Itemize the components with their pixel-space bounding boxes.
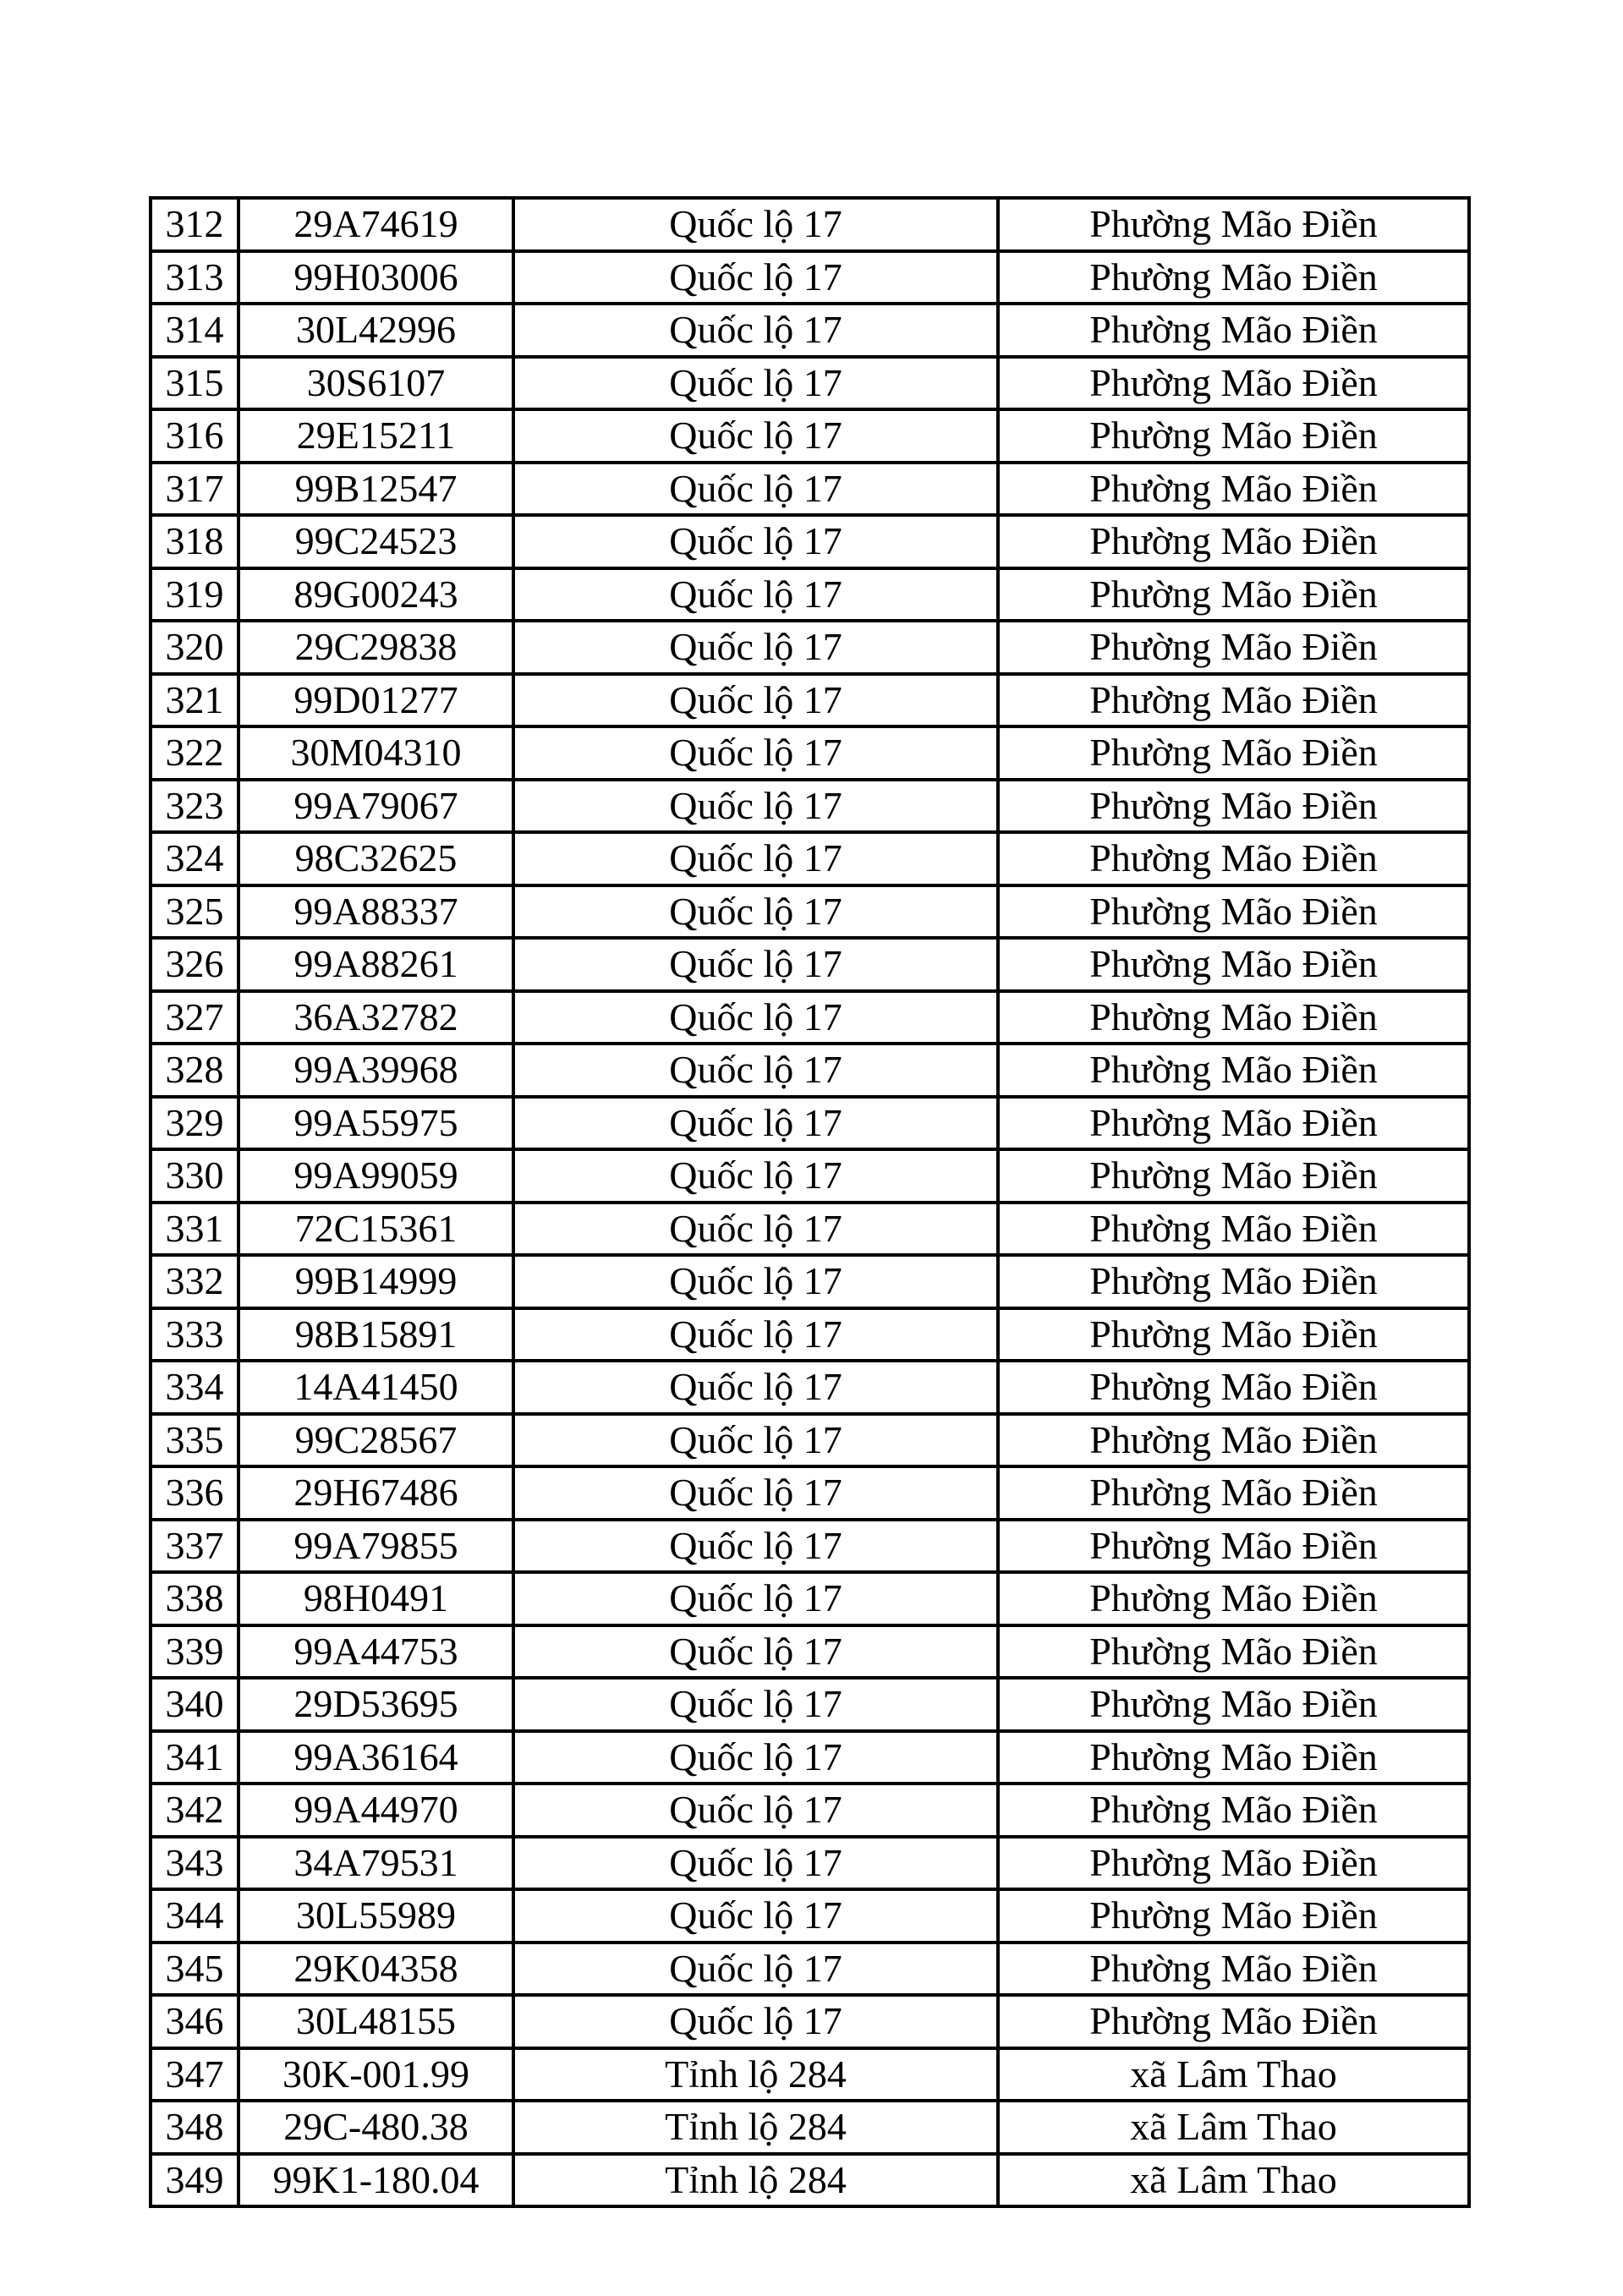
ward-cell: xã Lâm Thao xyxy=(998,2048,1469,2101)
road-cell: Quốc lộ 17 xyxy=(513,1361,998,1414)
road-cell: Quốc lộ 17 xyxy=(513,1466,998,1520)
plate-cell: 30L42996 xyxy=(239,304,513,357)
table-row xyxy=(151,1625,1469,1679)
row-number-cell: 346 xyxy=(151,1995,239,2048)
row-number-cell: 323 xyxy=(151,780,239,833)
row-number-cell: 327 xyxy=(151,991,239,1044)
plate-cell: 30L55989 xyxy=(239,1889,513,1943)
plate-cell: 99A88261 xyxy=(239,938,513,991)
table-row xyxy=(151,2048,1469,2101)
row-number-cell: 343 xyxy=(151,1837,239,1890)
table-row xyxy=(151,1837,1469,1890)
road-cell: Quốc lộ 17 xyxy=(513,1837,998,1890)
row-number-cell: 347 xyxy=(151,2048,239,2101)
road-cell: Quốc lộ 17 xyxy=(513,1572,998,1625)
plate-cell: 99B12547 xyxy=(239,463,513,516)
plate-cell: 99D01277 xyxy=(239,674,513,727)
road-cell: Tỉnh lộ 284 xyxy=(513,2048,998,2101)
ward-cell: Phường Mão Điền xyxy=(998,304,1469,357)
ward-cell: Phường Mão Điền xyxy=(998,1520,1469,1573)
plate-cell: 99A36164 xyxy=(239,1731,513,1784)
ward-cell: Phường Mão Điền xyxy=(998,780,1469,833)
road-cell: Quốc lộ 17 xyxy=(513,1784,998,1837)
ward-cell: Phường Mão Điền xyxy=(998,621,1469,674)
ward-cell: Phường Mão Điền xyxy=(998,409,1469,463)
ward-cell: Phường Mão Điền xyxy=(998,251,1469,304)
plate-cell: 99K1-180.04 xyxy=(239,2154,513,2207)
ward-cell: Phường Mão Điền xyxy=(998,991,1469,1044)
plate-cell: 36A32782 xyxy=(239,991,513,1044)
row-number-cell: 342 xyxy=(151,1784,239,1837)
plate-cell: 99A88337 xyxy=(239,885,513,939)
plate-cell: 29C29838 xyxy=(239,621,513,674)
road-cell: Quốc lộ 17 xyxy=(513,1308,998,1362)
row-number-cell: 332 xyxy=(151,1255,239,1308)
road-cell: Quốc lộ 17 xyxy=(513,1203,998,1256)
ward-cell: Phường Mão Điền xyxy=(998,1255,1469,1308)
row-number-cell: 315 xyxy=(151,357,239,410)
table-row xyxy=(151,1678,1469,1731)
row-number-cell: 340 xyxy=(151,1678,239,1731)
plate-cell: 99C28567 xyxy=(239,1414,513,1467)
road-cell: Quốc lộ 17 xyxy=(513,1678,998,1731)
plate-cell: 29H67486 xyxy=(239,1466,513,1520)
road-cell: Quốc lộ 17 xyxy=(513,1097,998,1150)
road-cell: Quốc lộ 17 xyxy=(513,726,998,780)
ward-cell: Phường Mão Điền xyxy=(998,938,1469,991)
plate-cell: 99A44970 xyxy=(239,1784,513,1837)
ward-cell: Phường Mão Điền xyxy=(998,674,1469,727)
road-cell: Quốc lộ 17 xyxy=(513,1255,998,1308)
row-number-cell: 338 xyxy=(151,1572,239,1625)
road-cell: Quốc lộ 17 xyxy=(513,1731,998,1784)
row-number-cell: 348 xyxy=(151,2101,239,2154)
road-cell: Quốc lộ 17 xyxy=(513,1149,998,1203)
row-number-cell: 330 xyxy=(151,1149,239,1203)
table-row xyxy=(151,1308,1469,1362)
table-row xyxy=(151,832,1469,885)
road-cell: Tỉnh lộ 284 xyxy=(513,2154,998,2207)
plate-cell: 29K04358 xyxy=(239,1943,513,1996)
table-row xyxy=(151,991,1469,1044)
plate-cell: 34A79531 xyxy=(239,1837,513,1890)
plate-cell: 29E15211 xyxy=(239,409,513,463)
plate-cell: 99A39968 xyxy=(239,1044,513,1097)
road-cell: Quốc lộ 17 xyxy=(513,885,998,939)
plate-cell: 89G00243 xyxy=(239,568,513,622)
ward-cell: xã Lâm Thao xyxy=(998,2101,1469,2154)
row-number-cell: 325 xyxy=(151,885,239,939)
road-cell: Quốc lộ 17 xyxy=(513,463,998,516)
table-row xyxy=(151,1097,1469,1150)
ward-cell: Phường Mão Điền xyxy=(998,1995,1469,2048)
road-cell: Quốc lộ 17 xyxy=(513,568,998,622)
ward-cell: Phường Mão Điền xyxy=(998,1678,1469,1731)
plate-cell: 98H0491 xyxy=(239,1572,513,1625)
road-cell: Quốc lộ 17 xyxy=(513,1520,998,1573)
table-row xyxy=(151,1255,1469,1308)
table-row xyxy=(151,674,1469,727)
road-cell: Quốc lộ 17 xyxy=(513,938,998,991)
plate-cell: 72C15361 xyxy=(239,1203,513,1256)
road-cell: Quốc lộ 17 xyxy=(513,991,998,1044)
row-number-cell: 320 xyxy=(151,621,239,674)
road-cell: Quốc lộ 17 xyxy=(513,832,998,885)
table-row xyxy=(151,938,1469,991)
table-row xyxy=(151,2154,1469,2207)
road-cell: Tỉnh lộ 284 xyxy=(513,2101,998,2154)
table-row xyxy=(151,568,1469,622)
ward-cell: Phường Mão Điền xyxy=(998,198,1469,251)
plate-cell: 14A41450 xyxy=(239,1361,513,1414)
row-number-cell: 349 xyxy=(151,2154,239,2207)
ward-cell: xã Lâm Thao xyxy=(998,2154,1469,2207)
ward-cell: Phường Mão Điền xyxy=(998,1308,1469,1362)
table-row xyxy=(151,409,1469,463)
road-cell: Quốc lộ 17 xyxy=(513,1414,998,1467)
plate-cell: 99A79855 xyxy=(239,1520,513,1573)
ward-cell: Phường Mão Điền xyxy=(998,1097,1469,1150)
table-row xyxy=(151,1203,1469,1256)
ward-cell: Phường Mão Điền xyxy=(998,1414,1469,1467)
plate-cell: 29C-480.38 xyxy=(239,2101,513,2154)
ward-cell: Phường Mão Điền xyxy=(998,1044,1469,1097)
ward-cell: Phường Mão Điền xyxy=(998,726,1469,780)
table-row xyxy=(151,1995,1469,2048)
row-number-cell: 312 xyxy=(151,198,239,251)
table-row xyxy=(151,1731,1469,1784)
table-row xyxy=(151,1466,1469,1520)
ward-cell: Phường Mão Điền xyxy=(998,1784,1469,1837)
plate-cell: 30M04310 xyxy=(239,726,513,780)
row-number-cell: 329 xyxy=(151,1097,239,1150)
row-number-cell: 334 xyxy=(151,1361,239,1414)
plate-cell: 98B15891 xyxy=(239,1308,513,1362)
row-number-cell: 319 xyxy=(151,568,239,622)
ward-cell: Phường Mão Điền xyxy=(998,1837,1469,1890)
plate-cell: 98C32625 xyxy=(239,832,513,885)
ward-cell: Phường Mão Điền xyxy=(998,1203,1469,1256)
row-number-cell: 328 xyxy=(151,1044,239,1097)
table-row xyxy=(151,1044,1469,1097)
plate-cell: 99C24523 xyxy=(239,515,513,568)
ward-cell: Phường Mão Điền xyxy=(998,1572,1469,1625)
road-cell: Quốc lộ 17 xyxy=(513,409,998,463)
table-row xyxy=(151,726,1469,780)
ward-cell: Phường Mão Điền xyxy=(998,1466,1469,1520)
plate-cell: 99A99059 xyxy=(239,1149,513,1203)
table-row xyxy=(151,463,1469,516)
table-row xyxy=(151,1414,1469,1467)
plate-cell: 99H03006 xyxy=(239,251,513,304)
row-number-cell: 326 xyxy=(151,938,239,991)
road-cell: Quốc lộ 17 xyxy=(513,1625,998,1679)
ward-cell: Phường Mão Điền xyxy=(998,515,1469,568)
table-row xyxy=(151,885,1469,939)
ward-cell: Phường Mão Điền xyxy=(998,885,1469,939)
row-number-cell: 341 xyxy=(151,1731,239,1784)
ward-cell: Phường Mão Điền xyxy=(998,568,1469,622)
road-cell: Quốc lộ 17 xyxy=(513,1889,998,1943)
plate-cell: 30K-001.99 xyxy=(239,2048,513,2101)
plate-cell: 99A44753 xyxy=(239,1625,513,1679)
road-cell: Quốc lộ 17 xyxy=(513,304,998,357)
row-number-cell: 317 xyxy=(151,463,239,516)
plate-cell: 29D53695 xyxy=(239,1678,513,1731)
table-row xyxy=(151,1149,1469,1203)
road-cell: Quốc lộ 17 xyxy=(513,674,998,727)
table-row xyxy=(151,198,1469,251)
row-number-cell: 335 xyxy=(151,1414,239,1467)
road-cell: Quốc lộ 17 xyxy=(513,1995,998,2048)
table-row xyxy=(151,1784,1469,1837)
row-number-cell: 331 xyxy=(151,1203,239,1256)
row-number-cell: 322 xyxy=(151,726,239,780)
table-row xyxy=(151,1520,1469,1573)
table-row xyxy=(151,1889,1469,1943)
road-cell: Quốc lộ 17 xyxy=(513,1943,998,1996)
table-row xyxy=(151,515,1469,568)
row-number-cell: 321 xyxy=(151,674,239,727)
table-row xyxy=(151,251,1469,304)
plate-cell: 29A74619 xyxy=(239,198,513,251)
plate-cell: 99A79067 xyxy=(239,780,513,833)
road-cell: Quốc lộ 17 xyxy=(513,621,998,674)
ward-cell: Phường Mão Điền xyxy=(998,357,1469,410)
road-cell: Quốc lộ 17 xyxy=(513,515,998,568)
table-row xyxy=(151,1361,1469,1414)
row-number-cell: 333 xyxy=(151,1308,239,1362)
plate-cell: 99A55975 xyxy=(239,1097,513,1150)
row-number-cell: 344 xyxy=(151,1889,239,1943)
ward-cell: Phường Mão Điền xyxy=(998,832,1469,885)
ward-cell: Phường Mão Điền xyxy=(998,463,1469,516)
plate-cell: 30L48155 xyxy=(239,1995,513,2048)
row-number-cell: 313 xyxy=(151,251,239,304)
ward-cell: Phường Mão Điền xyxy=(998,1625,1469,1679)
table-row xyxy=(151,621,1469,674)
table-row xyxy=(151,1572,1469,1625)
plate-cell: 30S6107 xyxy=(239,357,513,410)
vehicle-plate-table xyxy=(149,196,1471,2208)
row-number-cell: 345 xyxy=(151,1943,239,1996)
road-cell: Quốc lộ 17 xyxy=(513,1044,998,1097)
row-number-cell: 339 xyxy=(151,1625,239,1679)
row-number-cell: 318 xyxy=(151,515,239,568)
row-number-cell: 337 xyxy=(151,1520,239,1573)
table-row xyxy=(151,1943,1469,1996)
row-number-cell: 316 xyxy=(151,409,239,463)
table-row xyxy=(151,2101,1469,2154)
road-cell: Quốc lộ 17 xyxy=(513,780,998,833)
ward-cell: Phường Mão Điền xyxy=(998,1943,1469,1996)
table-row xyxy=(151,304,1469,357)
ward-cell: Phường Mão Điền xyxy=(998,1361,1469,1414)
table-row xyxy=(151,780,1469,833)
ward-cell: Phường Mão Điền xyxy=(998,1731,1469,1784)
road-cell: Quốc lộ 17 xyxy=(513,251,998,304)
road-cell: Quốc lộ 17 xyxy=(513,357,998,410)
ward-cell: Phường Mão Điền xyxy=(998,1149,1469,1203)
row-number-cell: 336 xyxy=(151,1466,239,1520)
road-cell: Quốc lộ 17 xyxy=(513,198,998,251)
row-number-cell: 324 xyxy=(151,832,239,885)
ward-cell: Phường Mão Điền xyxy=(998,1889,1469,1943)
row-number-cell: 314 xyxy=(151,304,239,357)
plate-cell: 99B14999 xyxy=(239,1255,513,1308)
table-row xyxy=(151,357,1469,410)
